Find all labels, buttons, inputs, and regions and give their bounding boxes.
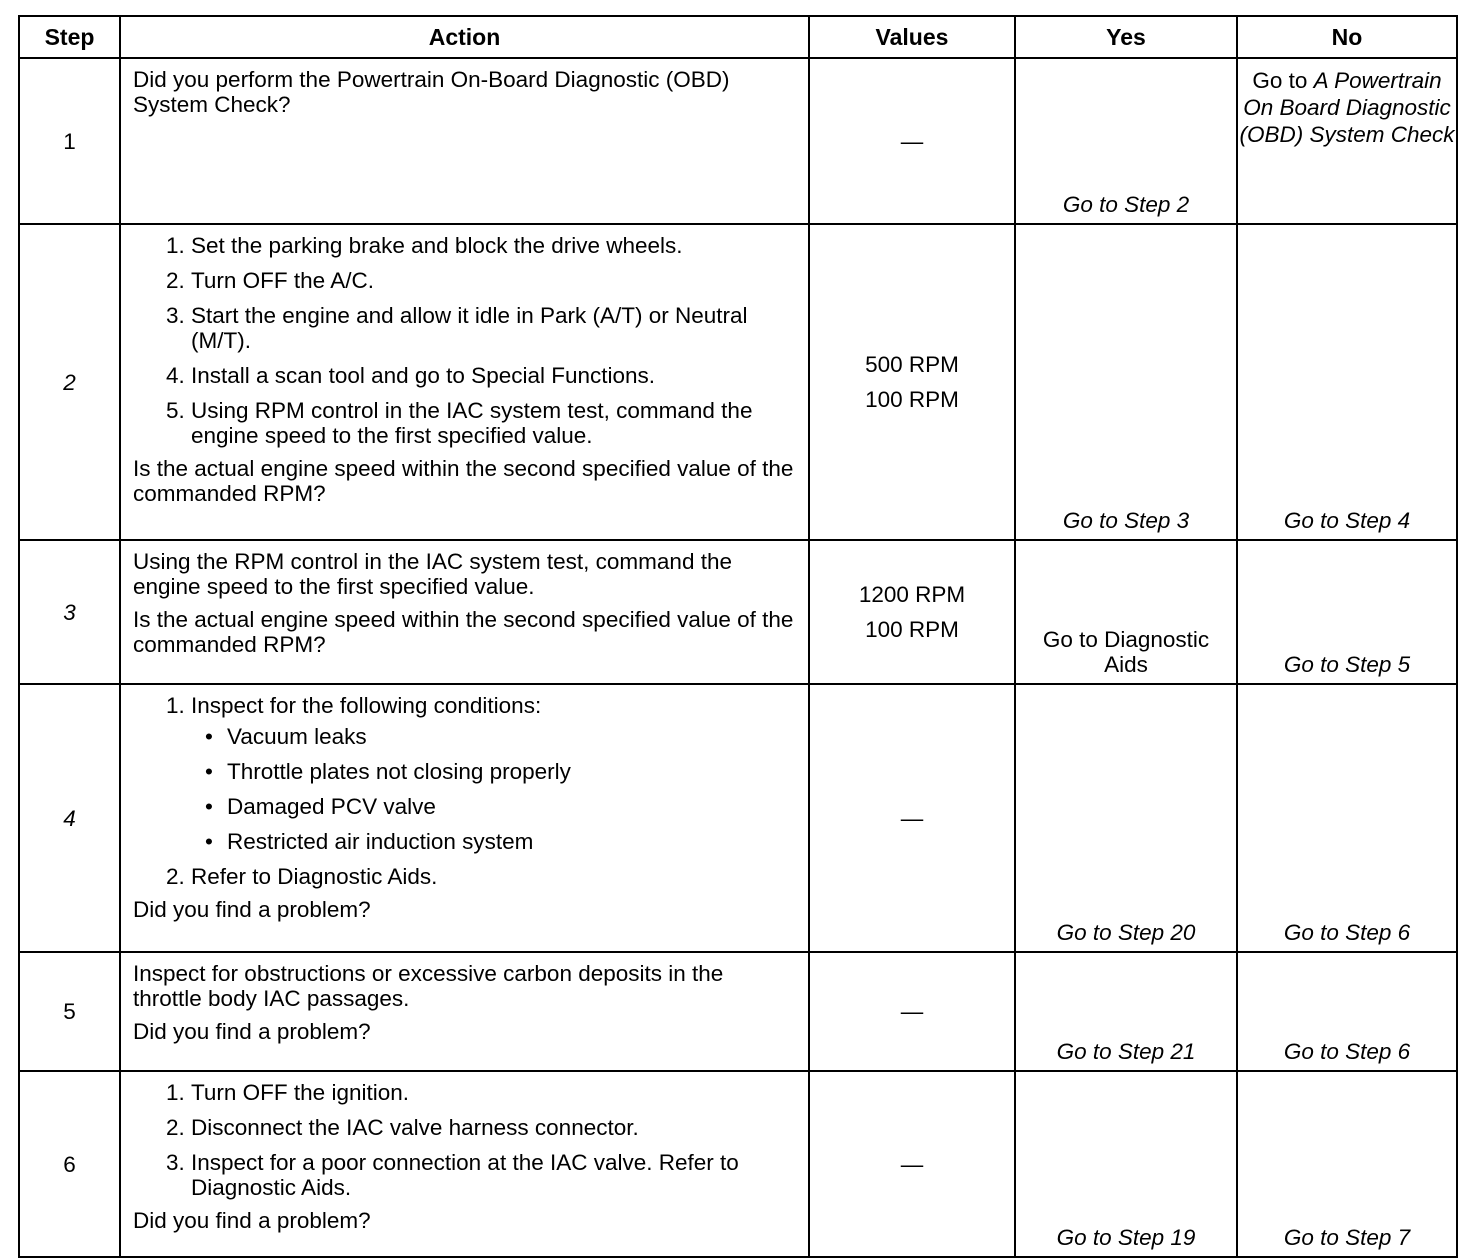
value-primary: 1200 RPM — [858, 582, 966, 607]
values-cell: — — [809, 58, 1015, 224]
action-cell — [120, 58, 809, 224]
table-row — [19, 224, 1457, 540]
yes-cell: Go to Diagnostic Aids — [1015, 540, 1237, 684]
header-no: No — [1237, 16, 1457, 58]
step-number: 3 — [19, 540, 120, 684]
action-cell — [120, 224, 809, 540]
step-number: 2 — [19, 224, 120, 540]
action-cell — [120, 952, 809, 1071]
question-text: Did you find a problem? — [133, 897, 371, 922]
step-number: 6 — [19, 1071, 120, 1257]
question-text: Did you find a problem? — [133, 1019, 371, 1044]
action-list — [133, 693, 796, 889]
list-item: 1. Turn OFF the ignition. — [191, 1080, 796, 1105]
step-number: 5 — [19, 952, 120, 1071]
question-text: Is the actual engine speed within the second specified value of the commanded RPM? — [133, 607, 794, 657]
no-prefix: Go to — [1252, 68, 1308, 93]
action-list — [133, 1080, 796, 1200]
list-item: 5. Using RPM control in the IAC system test, command the engine speed to the first specified value. — [191, 398, 796, 448]
list-item: 4. Install a scan tool and go to Special Functions. — [191, 363, 796, 388]
value-primary: 500 RPM — [865, 352, 959, 377]
action-text: Inspect for obstructions or excessive carbon deposits in the throttle body IAC passages. — [133, 961, 724, 1011]
list-item: 3. Start the engine and allow it idle in Park (A/T) or Neutral (M/T). — [191, 303, 796, 353]
values-cell: — — [809, 952, 1015, 1071]
no-cell: Go to Step 5 — [1237, 540, 1457, 684]
step-number: 4 — [19, 684, 120, 952]
header-step: Step — [19, 16, 120, 58]
table-row — [19, 952, 1457, 1071]
values-cell — [809, 540, 1015, 684]
yes-cell: Go to Step 20 — [1015, 684, 1237, 952]
list-item: • Restricted air induction system — [227, 829, 796, 854]
no-cell — [1237, 58, 1457, 224]
action-cell — [120, 1071, 809, 1257]
list-item: 2. Refer to Diagnostic Aids. — [191, 864, 796, 889]
list-item: 1. Set the parking brake and block the drive wheels. — [191, 233, 796, 258]
list-item: 1. Inspect for the following conditions: • Vacuum leaks • Throttle plates not closing properly • Damaged PCV valve • Restricted air induction system — [191, 693, 796, 854]
action-cell — [120, 684, 809, 952]
header-row — [19, 16, 1457, 58]
action-cell — [120, 540, 809, 684]
values-cell — [809, 224, 1015, 540]
list-item: 2. Turn OFF the A/C. — [191, 268, 796, 293]
action-list — [133, 233, 796, 448]
no-cell: Go to Step 4 — [1237, 224, 1457, 540]
action-text: Using the RPM control in the IAC system test, command the engine speed to the first specified value. — [133, 549, 732, 599]
list-item: 3. Inspect for a poor connection at the IAC valve. Refer to Diagnostic Aids. — [191, 1150, 796, 1200]
table-row — [19, 58, 1457, 224]
table-row — [19, 1071, 1457, 1257]
list-item: • Vacuum leaks — [227, 724, 796, 749]
yes-cell: Go to Step 2 — [1015, 58, 1237, 224]
list-item: • Throttle plates not closing properly — [227, 759, 796, 784]
header-values: Values — [809, 16, 1015, 58]
diagnostic-table — [18, 15, 1458, 1258]
header-action: Action — [120, 16, 809, 58]
list-item: 2. Disconnect the IAC valve harness connector. — [191, 1115, 796, 1140]
value-tolerance: 100 RPM — [865, 387, 959, 412]
no-cell: Go to Step 6 — [1237, 952, 1457, 1071]
yes-cell: Go to Step 3 — [1015, 224, 1237, 540]
yes-cell: Go to Step 19 — [1015, 1071, 1237, 1257]
header-yes: Yes — [1015, 16, 1237, 58]
step-number: 1 — [19, 58, 120, 224]
action-text: Did you perform the Powertrain On-Board Diagnostic (OBD) System Check? — [133, 67, 730, 117]
table-row — [19, 540, 1457, 684]
question-text: Is the actual engine speed within the second specified value of the commanded RPM? — [133, 456, 794, 506]
list-item: • Damaged PCV valve — [227, 794, 796, 819]
table-row — [19, 684, 1457, 952]
value-tolerance: 100 RPM — [865, 617, 959, 642]
condition-list — [191, 724, 796, 854]
yes-cell: Go to Step 21 — [1015, 952, 1237, 1071]
values-cell: — — [809, 684, 1015, 952]
question-text: Did you find a problem? — [133, 1208, 371, 1233]
no-cell: Go to Step 7 — [1237, 1071, 1457, 1257]
values-cell: — — [809, 1071, 1015, 1257]
no-link-text: A Powertrain On Board Diagnostic (OBD) System Check — [1239, 68, 1455, 147]
no-cell: Go to Step 6 — [1237, 684, 1457, 952]
